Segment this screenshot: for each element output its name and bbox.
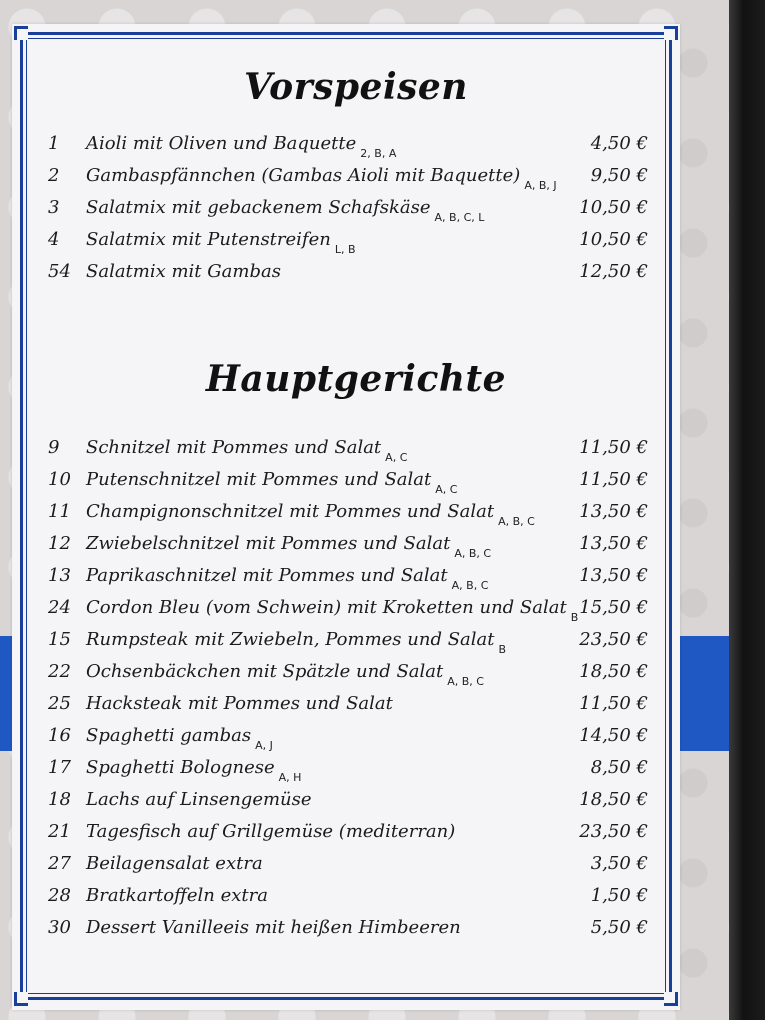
allergen-codes: B	[570, 611, 579, 624]
menu-item	[48, 816, 652, 848]
menu-item	[48, 656, 652, 688]
vorspeisen-list	[48, 128, 652, 288]
item-number: 18	[48, 789, 71, 810]
item-number: 13	[48, 565, 71, 586]
item-number: 24	[48, 597, 71, 618]
item-price: 1,50 €	[590, 885, 648, 906]
menu-item	[48, 752, 652, 784]
item-number: 54	[48, 261, 71, 282]
item-number: 4	[48, 229, 60, 250]
item-name-text: Salatmix mit Gambas	[86, 261, 281, 282]
allergen-codes: A, B, C	[498, 515, 535, 528]
menu-item	[48, 560, 652, 592]
menu-item	[48, 192, 652, 224]
item-name-text: Rumpsteak mit Zwiebeln, Pommes und Salat	[86, 629, 495, 650]
item-number: 1	[48, 133, 60, 154]
item-name	[86, 160, 557, 194]
item-price: 4,50 €	[590, 133, 648, 154]
section-title-hauptgerichte: Hauptgerichte	[205, 358, 507, 400]
item-number: 15	[48, 629, 71, 650]
menu-item	[48, 688, 652, 720]
allergen-codes: A, B, C	[447, 675, 484, 688]
allergen-codes: A, C	[435, 483, 458, 496]
item-number: 17	[48, 757, 71, 778]
item-name-text: Putenschnitzel mit Pommes und Salat	[86, 469, 432, 490]
item-name	[86, 224, 356, 258]
item-price: 11,50 €	[579, 469, 648, 490]
item-name	[86, 128, 396, 162]
item-name	[86, 432, 407, 466]
item-name-text: Zwiebelschnitzel mit Pommes und Salat	[86, 533, 451, 554]
allergen-codes: A, C	[385, 451, 408, 464]
item-name-text: Dessert Vanilleeis mit heißen Himbeeren	[86, 917, 461, 938]
item-name	[86, 624, 506, 658]
menu-cover-edge	[729, 0, 765, 1020]
item-name	[86, 688, 397, 722]
item-price: 13,50 €	[579, 533, 648, 554]
item-name	[86, 752, 301, 786]
item-number: 2	[48, 165, 60, 186]
allergen-codes: B	[498, 643, 507, 656]
menu-item	[48, 848, 652, 880]
item-name	[86, 464, 457, 498]
item-name-text: Ochsenbäckchen mit Spätzle und Salat	[86, 661, 444, 682]
item-name-text: Aioli mit Oliven und Baquette	[86, 133, 357, 154]
menu-item	[48, 880, 652, 912]
allergen-codes: A, H	[278, 771, 302, 784]
item-name	[86, 560, 488, 594]
item-number: 30	[48, 917, 71, 938]
item-name-text: Lachs auf Linsengemüse	[86, 789, 312, 810]
allergen-codes: L, B	[334, 243, 356, 256]
menu-item	[48, 128, 652, 160]
item-number: 12	[48, 533, 71, 554]
item-name-text: Tagesfisch auf Grillgemüse (mediterran)	[86, 821, 456, 842]
item-price: 14,50 €	[579, 725, 648, 746]
menu-item	[48, 432, 652, 464]
allergen-codes: A, B, J	[524, 179, 557, 192]
hauptgerichte-list	[48, 432, 652, 944]
allergen-codes: A, B, C, L	[434, 211, 485, 224]
item-price: 13,50 €	[579, 501, 648, 522]
item-price: 9,50 €	[590, 165, 648, 186]
item-name	[86, 528, 491, 562]
item-name-text: Bratkartoffeln extra	[86, 885, 268, 906]
frame-corner	[664, 992, 678, 1006]
item-name	[86, 496, 535, 530]
menu-item	[48, 624, 652, 656]
item-price: 13,50 €	[579, 565, 648, 586]
item-number: 25	[48, 693, 71, 714]
item-name-text: Champignonschnitzel mit Pommes und Salat	[86, 501, 495, 522]
item-price: 12,50 €	[579, 261, 648, 282]
allergen-codes: A, B, C	[451, 579, 489, 592]
item-name	[86, 192, 484, 226]
item-name-text: Salatmix mit gebackenem Schafskäse	[86, 197, 431, 218]
item-name	[86, 912, 465, 946]
item-number: 28	[48, 885, 71, 906]
item-number: 10	[48, 469, 71, 490]
allergen-codes: 2, B, A	[360, 147, 397, 160]
menu-item	[48, 256, 652, 288]
item-price: 11,50 €	[579, 437, 648, 458]
item-name	[86, 880, 272, 914]
item-name	[86, 656, 484, 690]
item-name	[86, 784, 316, 818]
item-price: 10,50 €	[579, 197, 648, 218]
item-name	[86, 720, 273, 754]
item-number: 9	[48, 437, 60, 458]
item-name	[86, 848, 267, 882]
item-price: 10,50 €	[579, 229, 648, 250]
frame-corner	[14, 26, 28, 40]
menu-item	[48, 784, 652, 816]
item-price: 8,50 €	[590, 757, 648, 778]
item-price: 23,50 €	[579, 629, 648, 650]
menu-item	[48, 592, 652, 624]
item-number: 11	[48, 501, 71, 522]
item-name-text: Cordon Bleu (vom Schwein) mit Kroketten und Salat	[86, 597, 567, 618]
item-name-text: Beilagensalat extra	[86, 853, 263, 874]
allergen-codes: A, J	[255, 739, 273, 752]
item-name-text: Gambaspfännchen (Gambas Aioli mit Baquette)	[86, 165, 521, 186]
item-price: 18,50 €	[579, 789, 648, 810]
item-price: 15,50 €	[579, 597, 648, 618]
item-price: 3,50 €	[590, 853, 648, 874]
item-price: 5,50 €	[590, 917, 648, 938]
item-name-text: Hacksteak mit Pommes und Salat	[86, 693, 393, 714]
item-number: 21	[48, 821, 71, 842]
item-name-text: Paprikaschnitzel mit Pommes und Salat	[86, 565, 448, 586]
frame-corner	[664, 26, 678, 40]
item-price: 18,50 €	[579, 661, 648, 682]
menu-item	[48, 912, 652, 944]
item-name	[86, 592, 578, 626]
item-name	[86, 816, 459, 850]
menu-item	[48, 224, 652, 256]
menu-item	[48, 160, 652, 192]
section-title-vorspeisen: Vorspeisen	[244, 66, 468, 108]
item-number: 22	[48, 661, 71, 682]
menu-item	[48, 720, 652, 752]
item-name-text: Schnitzel mit Pommes und Salat	[86, 437, 382, 458]
menu-item	[48, 496, 652, 528]
item-number: 3	[48, 197, 60, 218]
item-name-text: Spaghetti gambas	[86, 725, 252, 746]
item-name-text: Spaghetti Bolognese	[86, 757, 275, 778]
menu-item	[48, 464, 652, 496]
item-number: 16	[48, 725, 71, 746]
menu-item	[48, 528, 652, 560]
item-name-text: Salatmix mit Putenstreifen	[86, 229, 331, 250]
frame-corner	[14, 992, 28, 1006]
item-name	[86, 256, 285, 290]
item-price: 23,50 €	[579, 821, 648, 842]
item-price: 11,50 €	[579, 693, 648, 714]
item-number: 27	[48, 853, 71, 874]
allergen-codes: A, B, C	[454, 547, 492, 560]
